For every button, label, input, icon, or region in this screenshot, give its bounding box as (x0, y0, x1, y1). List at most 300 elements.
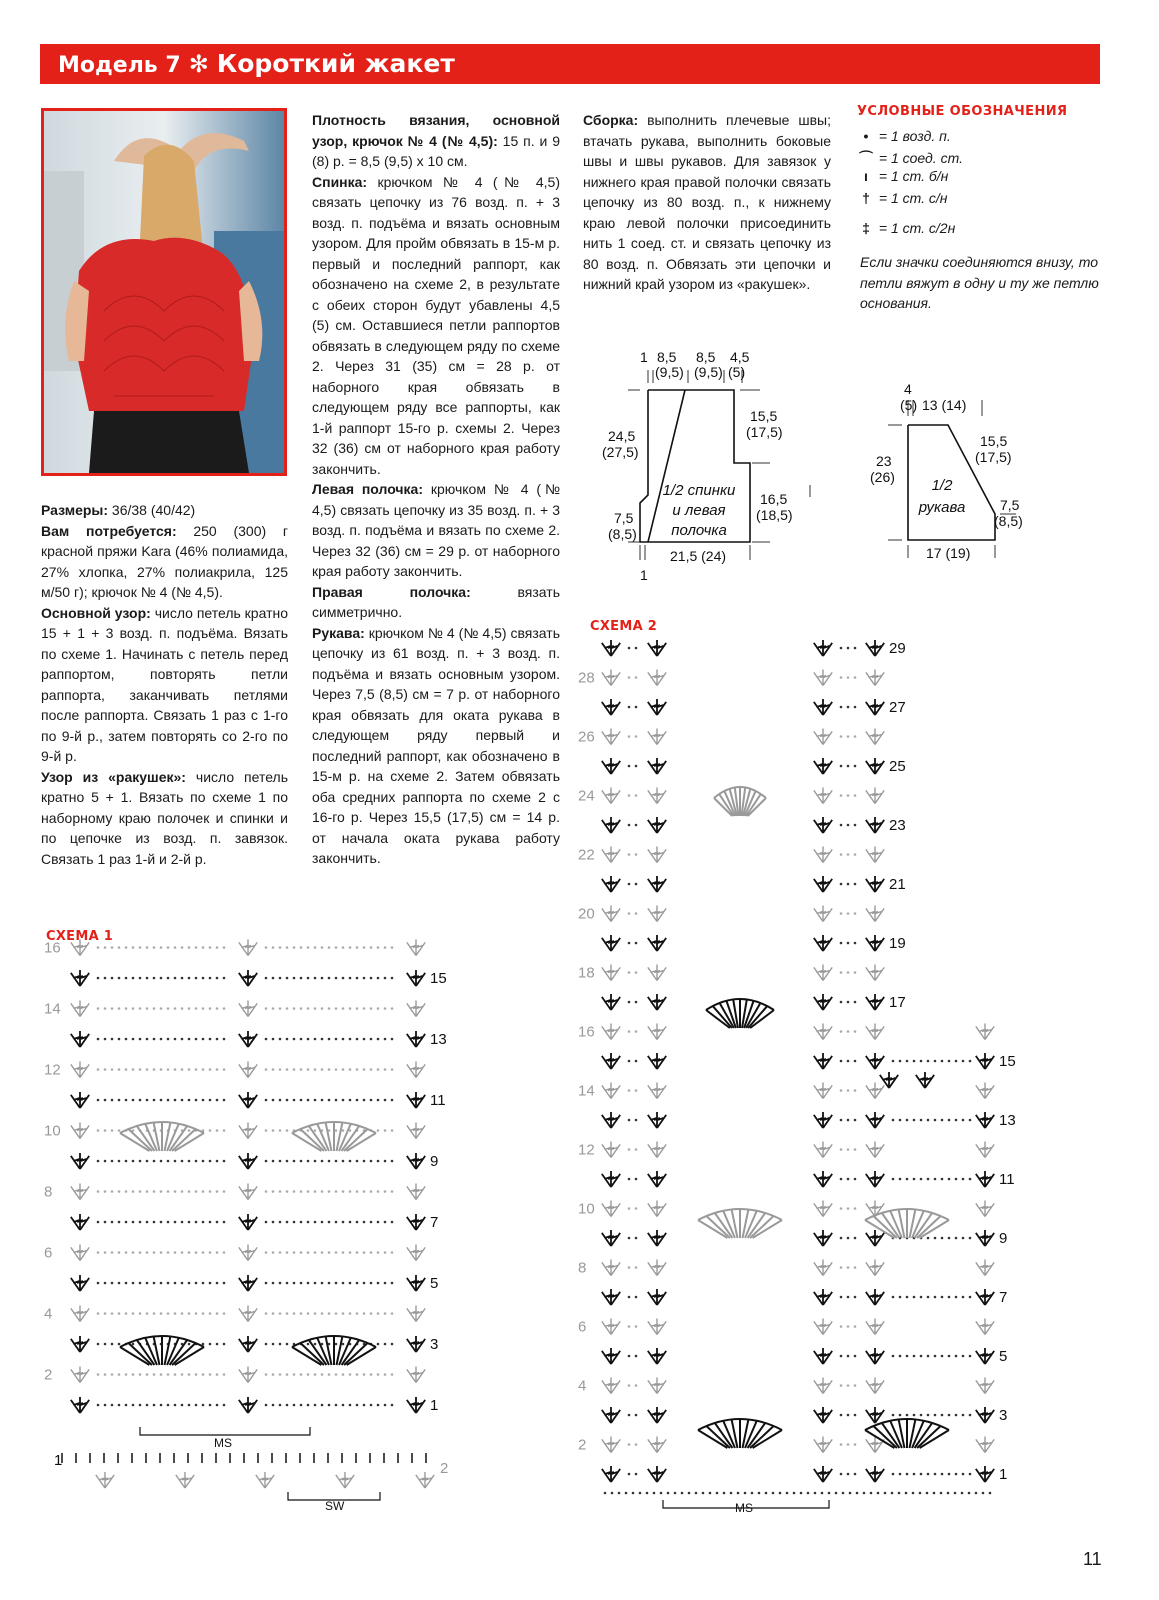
chain-dots (97, 1404, 226, 1407)
repeat-label: MS (735, 1501, 753, 1515)
stitch-cluster (256, 1472, 274, 1488)
stitch-cluster (648, 935, 666, 951)
shell-fan (292, 1122, 376, 1151)
chain-dots (628, 1148, 638, 1151)
sleeve-name-2: рукава (918, 499, 966, 516)
stitch-cluster (648, 965, 666, 981)
chain-dots (628, 912, 638, 915)
stitch-cluster (602, 699, 620, 715)
chain-dots (265, 1160, 394, 1163)
stitch-cluster (814, 1201, 832, 1217)
back-text: крючком № 4 (№ 4,5) связать цепочку из 76 возд. п. + 3 возд. п. подъёма и вязать основным узором. Для пройм обвязать в 15-м р. первый и последний раппорт, как обозначено на схеме 2, в результате с обеих сторон будут убавлены 4,5 (5) см. Оставшиеся петли раппортов обвязать в следующем ряду по схеме 2. Через 31 (35) см = 28 р. от наборного края обвязать в следующем ряду все раппорты, как 1-й раппорт 15-го р. схемы 2. Через 32 (36) см от наборного края работу закончить. (312, 173, 560, 477)
row-number: 19 (889, 935, 906, 952)
stitch-cluster (407, 1275, 425, 1291)
stitch-cluster (814, 699, 832, 715)
chain-dots (97, 1251, 226, 1254)
chain-dots (840, 1473, 857, 1476)
row-number: 23 (889, 817, 906, 834)
shell-fan (698, 1209, 782, 1238)
chain-dots (97, 1282, 226, 1285)
chain-dots (97, 1068, 226, 1071)
left-front-paragraph (312, 479, 560, 582)
chain-dots (840, 942, 857, 945)
shell-fan (292, 1336, 376, 1365)
chain-dots (840, 1030, 857, 1033)
stitch-cluster (602, 1024, 620, 1040)
stitch-cluster (407, 1031, 425, 1047)
row-number: 24 (578, 787, 595, 805)
stitch-cluster (71, 1153, 89, 1169)
chain-dots (265, 977, 394, 980)
row-number: 9 (999, 1230, 1008, 1247)
stitch-cluster (71, 1214, 89, 1230)
chain-dots (97, 1099, 226, 1102)
stitch-cluster (648, 847, 666, 863)
page-title (58, 49, 455, 78)
stitch-cluster (866, 1171, 884, 1187)
chain-dots (628, 1443, 638, 1446)
shell-fan (714, 787, 766, 816)
chain-dots (840, 735, 857, 738)
stitch-cluster (602, 965, 620, 981)
stitch-cluster (648, 1407, 666, 1423)
materials-text: 250 (300) г красной пряжи Kara (46% полиамида, 27% хлопка, 27% полиакрила, 125 м/50 г); крючок № 4 (№ 4,5). (41, 522, 288, 600)
stitch-cluster (866, 876, 884, 892)
stitch-cluster (866, 1319, 884, 1335)
stitch-cluster (814, 1024, 832, 1040)
dim-left-bottom: 7,5 (614, 510, 634, 526)
stitch-cluster (814, 1260, 832, 1276)
stitch-cluster (407, 970, 425, 986)
stitch-cluster (976, 1171, 994, 1187)
stitch-cluster (71, 1245, 89, 1261)
stitch-cluster (814, 1053, 832, 1069)
chain-dots (628, 794, 638, 797)
shell-fan (698, 1419, 782, 1448)
stitch-cluster (407, 1245, 425, 1261)
row-number: 1 (999, 1466, 1008, 1483)
stitch-cluster (239, 1001, 257, 1017)
legend-text: = 1 ст. с/2н (878, 220, 956, 236)
stitch-cluster (814, 906, 832, 922)
stitch-cluster (866, 729, 884, 745)
chain-dots (265, 1068, 394, 1071)
assembly-paragraph (583, 110, 831, 295)
dim-top-4b: (5) (728, 364, 746, 380)
materials-label: Вам потребуется: (41, 522, 177, 539)
stitch-cluster (648, 1319, 666, 1335)
chain-dots (840, 765, 857, 768)
stitch-cluster (976, 1466, 994, 1482)
stitch-cluster (866, 1466, 884, 1482)
chain-dots (840, 1119, 857, 1122)
stitch-cluster (71, 1184, 89, 1200)
stitch-cluster (602, 1201, 620, 1217)
assembly-text: выполнить плечевые швы; втачать рукава, выполнить боковые швы и швы рукавов. Для завязок у нижнего края правой полочки связать цепочку из 80 возд. п., к нижнему краю левой полочки присоединить нить 1 соед. ст. и связать цепочку из 80 возд. п. Обвязать эти цепочки и нижний край узором из «ракушек». (583, 112, 831, 292)
stitch-cluster (602, 1289, 620, 1305)
stitch-cluster (602, 1171, 620, 1187)
stitch-cluster (866, 1230, 884, 1246)
row-number: 11 (430, 1092, 446, 1109)
shell-pattern-text: число петель кратно 5 + 1. Вязать по схеме 1 по наборному краю полочек и спинки и по цепочке из возд. п. завязок. Связать 1 раз 1-й и 2-й р. (41, 768, 288, 867)
stitch-cluster (239, 1092, 257, 1108)
density-label: Плотность вязания, основной узор, крючок № 4 (№ 4,5): (312, 112, 560, 149)
row-number: 28 (578, 669, 595, 687)
stitch-cluster (866, 906, 884, 922)
row-number: 8 (578, 1259, 587, 1277)
row-number: 2 (44, 1366, 53, 1384)
dim-top-2: 8,5 (657, 349, 677, 365)
stitch-cluster (866, 1024, 884, 1040)
stitch-cluster (239, 940, 257, 956)
sleeve-label: Рукава: (312, 624, 365, 641)
stitch-cluster (407, 1397, 425, 1413)
density-paragraph (312, 110, 560, 172)
repeat-label: SW (325, 1499, 345, 1513)
stitch-cluster (648, 817, 666, 833)
row-number: 6 (578, 1318, 587, 1336)
stitch-cluster (407, 1123, 425, 1139)
stitch-cluster (648, 906, 666, 922)
chain-dots (628, 1296, 638, 1299)
stitch-cluster (648, 1466, 666, 1482)
stitch-cluster (239, 1306, 257, 1322)
stitch-cluster (602, 1407, 620, 1423)
middle-column (312, 110, 560, 869)
stitch-cluster (866, 1260, 884, 1276)
chain-dots (628, 1207, 638, 1210)
stitch-cluster (814, 788, 832, 804)
chain-dots (628, 735, 638, 738)
model-title: Короткий жакет (216, 49, 455, 78)
chain-dots (628, 1089, 638, 1092)
chain-dots (840, 1325, 857, 1328)
stitch-cluster (407, 1062, 425, 1078)
dim-right-bottom: 16,5 (760, 491, 788, 507)
sleeve-dim-bottom: 17 (19) (926, 545, 971, 561)
stitch-cluster (407, 1153, 425, 1169)
stitch-cluster (814, 1142, 832, 1158)
chain-dots (840, 647, 857, 650)
stitch-cluster (602, 729, 620, 745)
stitch-cluster (866, 965, 884, 981)
main-pattern-text: число петель кратно 15 + 1 + 3 возд. п. подъёма. Вязать по схеме 1. Начинать с петель перед раппортом, повторять петли раппорта, заканчивать петлями после раппорта. Связать 1 раз с 1-го по 9-й р., затем повторять со 2-го по 9-й р. (41, 604, 288, 764)
stitch-cluster (916, 1072, 934, 1088)
row-number: 4 (44, 1305, 53, 1323)
row-number: 7 (430, 1214, 439, 1231)
stitch-cluster (866, 1378, 884, 1394)
stitch-cluster (976, 1083, 994, 1099)
legend-item-chain (857, 128, 951, 144)
main-pattern-paragraph (41, 603, 288, 767)
stitch-cluster (602, 994, 620, 1010)
chain-dots (840, 706, 857, 709)
stitch-cluster (866, 1053, 884, 1069)
stitch-cluster (239, 1245, 257, 1261)
row-number: 13 (999, 1112, 1016, 1129)
stitch-cluster (407, 1001, 425, 1017)
repeat-label: MS (214, 1436, 232, 1450)
sleeve-dim-right-bottom-2: (8,5) (994, 513, 1023, 529)
chain-dots (97, 1160, 226, 1163)
stitch-cluster (866, 640, 884, 656)
chain-dots (628, 647, 638, 650)
shell-pattern-paragraph (41, 767, 288, 870)
chain-dots (97, 1190, 226, 1193)
stitch-cluster (976, 1407, 994, 1423)
stitch-cluster (814, 965, 832, 981)
stitch-cluster (602, 788, 620, 804)
chain-dots (892, 1060, 972, 1063)
row-number: 15 (999, 1053, 1016, 1070)
stitch-cluster (602, 1466, 620, 1482)
stitch-cluster (176, 1472, 194, 1488)
dim-left-height-2: (27,5) (602, 444, 639, 460)
chain-dots (265, 1282, 394, 1285)
row-number: 1 (54, 1452, 63, 1469)
row-number: 20 (578, 905, 595, 923)
chain-dots (892, 1178, 972, 1181)
stitch-cluster (602, 1348, 620, 1364)
row-number: 6 (44, 1244, 53, 1262)
chain-dots (840, 1443, 857, 1446)
chain-dots (840, 883, 857, 886)
star-icon: ✻ (188, 50, 209, 78)
chain-dots (628, 942, 638, 945)
stitch-cluster (648, 1348, 666, 1364)
dim-top-4: 4,5 (730, 349, 750, 365)
pattern-name-3: полочка (671, 522, 727, 539)
chain-dots (840, 824, 857, 827)
row-number: 27 (889, 699, 906, 716)
stitch-cluster (866, 758, 884, 774)
stitch-cluster (407, 1336, 425, 1352)
stitch-cluster (814, 1230, 832, 1246)
row-number: 2 (578, 1436, 587, 1454)
chain-dots (265, 1404, 394, 1407)
dim-left-height: 24,5 (608, 428, 636, 444)
dim-right-top: 15,5 (750, 408, 778, 424)
sleeve-dim-left-2: (26) (870, 469, 895, 485)
stitch-cluster (71, 1306, 89, 1322)
stitch-cluster (976, 1348, 994, 1364)
stitch-cluster (866, 1142, 884, 1158)
stitch-cluster (602, 1260, 620, 1276)
sleeve-dim-top-small-2: (5) (900, 397, 918, 413)
right-front-text: вязать симметрично. (312, 583, 560, 620)
stitch-cluster (602, 670, 620, 686)
row-number: 11 (999, 1171, 1015, 1188)
sleeve-paragraph (312, 623, 560, 869)
stitch-cluster (648, 876, 666, 892)
chain-dots (97, 1007, 226, 1010)
chain-dots (265, 1373, 394, 1376)
chain-dots (892, 1355, 972, 1358)
dim-top-1: 1 (640, 349, 648, 365)
chain-dots (840, 1355, 857, 1358)
chain-dots (840, 1001, 857, 1004)
chain-dots (628, 883, 638, 886)
legend-text: = 1 соед. ст. (878, 150, 963, 166)
materials-paragraph (41, 521, 288, 603)
stitch-cluster (239, 1367, 257, 1383)
chain-dots (628, 706, 638, 709)
row-number: 13 (430, 1031, 447, 1048)
chain-dots (265, 1251, 394, 1254)
sleeve-dim-top: 13 (14) (922, 397, 967, 413)
chain-dots (265, 1007, 394, 1010)
stitch-cluster (976, 1230, 994, 1246)
chain-stitch-icon: • (863, 128, 869, 144)
row-number: 5 (999, 1348, 1008, 1365)
chain-dots (628, 1473, 638, 1476)
dim-top-2b: (9,5) (655, 364, 684, 380)
legend-item-slip (857, 148, 963, 168)
stitch-cluster (407, 1367, 425, 1383)
chain-dots (628, 824, 638, 827)
stitch-cluster (239, 970, 257, 986)
chain-dots (840, 794, 857, 797)
stitch-cluster (866, 935, 884, 951)
stitch-cluster (71, 1367, 89, 1383)
chain-dots (628, 1178, 638, 1181)
row-number: 14 (44, 1000, 61, 1018)
stitch-cluster (648, 1289, 666, 1305)
stitch-cluster (602, 847, 620, 863)
stitch-cluster (814, 876, 832, 892)
bottom-stitch-row (62, 1453, 426, 1463)
stitch-cluster (976, 1201, 994, 1217)
chain-dots (628, 1030, 638, 1033)
stitch-cluster (814, 1171, 832, 1187)
row-number: 2 (440, 1460, 449, 1477)
stitch-cluster (976, 1437, 994, 1453)
stitch-cluster (866, 1348, 884, 1364)
stitch-cluster (602, 1112, 620, 1128)
row-number: 21 (889, 876, 906, 893)
shell-fan (120, 1336, 204, 1365)
chain-dots (265, 1312, 394, 1315)
stitch-cluster (648, 1083, 666, 1099)
row-number: 16 (44, 939, 61, 957)
stitch-cluster (96, 1472, 114, 1488)
stitch-cluster (239, 1336, 257, 1352)
chain-dots (840, 1237, 857, 1240)
stitch-cluster (648, 1053, 666, 1069)
dim-right-bottom-2: (18,5) (756, 507, 793, 523)
stitch-cluster (602, 1319, 620, 1335)
stitch-cluster (71, 1275, 89, 1291)
stitch-cluster (71, 970, 89, 986)
legend-item-dc (857, 190, 948, 206)
stitch-cluster (602, 1083, 620, 1099)
stitch-cluster (239, 1184, 257, 1200)
pattern-sleeve (870, 380, 1050, 570)
chain-dots (892, 1296, 972, 1299)
chain-dots (265, 1099, 394, 1102)
chain-dots (840, 1384, 857, 1387)
shell-fan (706, 999, 774, 1028)
sleeve-dim-right-bottom: 7,5 (1000, 497, 1020, 513)
chain-dots (840, 1266, 857, 1269)
main-pattern-label: Основной узор: (41, 604, 151, 621)
chain-dots (628, 1325, 638, 1328)
stitch-cluster (648, 1142, 666, 1158)
row-number: 8 (44, 1183, 53, 1201)
page-number: 11 (1083, 1549, 1102, 1569)
row-number: 12 (44, 1061, 61, 1079)
chain-dots (628, 1237, 638, 1240)
shell-fan (865, 1209, 949, 1238)
scheme-1-chart (40, 939, 480, 1545)
row-number: 29 (889, 640, 906, 657)
stitch-cluster (239, 1275, 257, 1291)
dim-right-top-2: (17,5) (746, 424, 783, 440)
chain-dots (892, 1414, 972, 1417)
scheme-1-title: СХЕМА 1 (46, 929, 114, 944)
sleeve-dim-top-small: 4 (904, 381, 912, 397)
sleeve-dim-right: 15,5 (980, 433, 1008, 449)
stitch-cluster (814, 1466, 832, 1482)
row-number: 9 (430, 1153, 439, 1170)
stitch-cluster (71, 1397, 89, 1413)
stitch-cluster (866, 1289, 884, 1305)
pattern-name-2: и левая (672, 502, 726, 519)
row-number: 17 (889, 994, 906, 1011)
stitch-cluster (866, 847, 884, 863)
model-photo-illustration (44, 111, 284, 473)
density-text: 15 п. и 9 (8) р. = 8,5 (9,5) х 10 см. (312, 132, 560, 169)
stitch-cluster (648, 1260, 666, 1276)
stitch-cluster (71, 1031, 89, 1047)
chain-dots (265, 1190, 394, 1193)
stitch-cluster (814, 1378, 832, 1394)
chain-dots (840, 1296, 857, 1299)
row-number: 3 (430, 1336, 439, 1353)
stitch-cluster (814, 935, 832, 951)
stitch-cluster (602, 876, 620, 892)
row-number: 10 (44, 1122, 61, 1140)
sleeve-dim-left: 23 (876, 453, 892, 469)
legend-text: = 1 ст. с/н (878, 190, 948, 206)
row-number: 3 (999, 1407, 1008, 1424)
title-banner (40, 44, 1100, 84)
stitch-cluster (71, 1062, 89, 1078)
stitch-cluster (814, 1319, 832, 1335)
stitch-cluster (602, 906, 620, 922)
row-number: 18 (578, 964, 595, 982)
stitch-cluster (648, 1201, 666, 1217)
stitch-cluster (814, 758, 832, 774)
stitch-cluster (602, 1378, 620, 1394)
stitch-cluster (866, 699, 884, 715)
chain-dots (628, 853, 638, 856)
legend-note: Если значки соединяются внизу, то петли вяжут в одну и ту же петлю основания. (860, 254, 1099, 311)
dim-top-3b: (9,5) (694, 364, 723, 380)
chain-dots (628, 765, 638, 768)
treble-crochet-icon: ‡ (862, 220, 870, 236)
pattern-name-1: 1/2 спинки (662, 482, 736, 499)
stitch-cluster (976, 1024, 994, 1040)
chain-dots (840, 1089, 857, 1092)
stitch-cluster (71, 1001, 89, 1017)
scheme-2-chart (578, 640, 1045, 1560)
stitch-cluster (866, 1083, 884, 1099)
chain-dots (628, 1001, 638, 1004)
back-label: Спинка: (312, 173, 368, 190)
shell-pattern-label: Узор из «ракушек»: (41, 768, 186, 785)
chain-dots (840, 971, 857, 974)
